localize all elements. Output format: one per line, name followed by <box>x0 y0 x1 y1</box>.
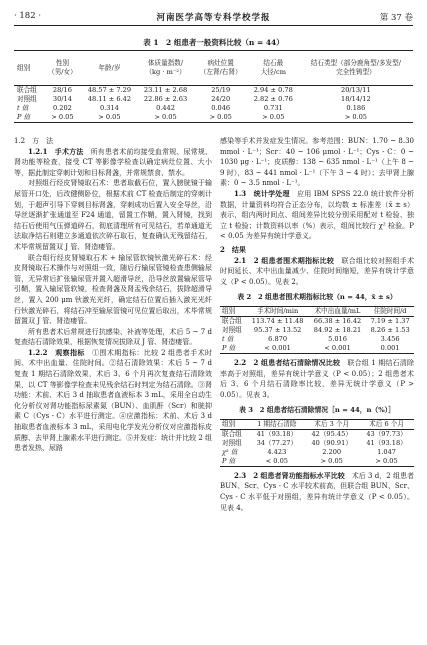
table-row <box>220 326 414 335</box>
table-header-cell: 术中出血量/mL <box>314 306 361 315</box>
table-cell: 22.86 ± 2.63 <box>143 95 188 103</box>
paragraph: 1.2.2 观察指标 ①围术期指标：比较 2 组患者手术时间、术中出血量、住院时间。②结石清除效果：术后 5 ~ 7 d 复查 1 期结石清除效果，术后 3、6 个月再次复查结石清除效果，以 CT 等影像学检查未见残余结石时判定为结石清除。③肾功能：术前、术后 3 d 抽取患者血液标本 3 mL，采用全自动生化分析仪对肾功能指标尿素氮（BUN）、血肌酐（Scr）和胱抑素 C（Cys - C）水平进行测定。④应激指标：术前、术后 3 d 抽取患者血液标本 3 mL，采用电化学发光分析仪对应激指标皮质醇、去甲肾上腺素水平进行测定。⑤并发症：统计并比较 2 组患者发热、尿路 <box>14 347 212 453</box>
table-header-cell: 组别 <box>222 419 236 428</box>
table-cell: 24/20 <box>211 95 231 103</box>
journal-title: 河南医学高等专科学校学报 <box>156 13 271 23</box>
paragraph: 2.1 2 组患者围术期指标比较 联合组比较对照组手术时间延长、术中出血量减少、住院时间缩短，差异有统计学意义（P < 0.05）。见表 2。 <box>220 255 415 286</box>
table-header-cell: 术后 3 个月 <box>314 419 350 428</box>
table-row <box>220 316 414 326</box>
table-header-cell: 结石最 大径/cm <box>260 59 286 76</box>
table-row <box>14 86 413 96</box>
table-cell: 66.38 ± 16.42 <box>313 316 362 325</box>
paragraph: 联合组行经皮肾镜取石术 + 输尿管软镜钬激光碎石术：经皮肾镜取石术操作与对照组一致，随后行输尿管镜检查患侧输尿管，无异常后扩张输尿管并置入超滑导丝，沿导丝放置输尿管导引鞘，置入输尿管软镜，检查肾盏及肾盂残余结石，拔除超滑导丝，置入 200 μm 钬激光光纤，确定结石位置后插入激光光纤行钬激光碎石，将结石冲至输尿管镜可见位置后取出，术毕常规留置双 J 管、肾造瘘管。 <box>14 253 212 326</box>
table-cell: 联合组 <box>222 429 242 438</box>
table-cell: > 0.05 <box>344 113 368 121</box>
table-row <box>220 457 414 467</box>
table-cell: 25/19 <box>211 86 231 94</box>
table-cell: 对照组 <box>222 325 242 334</box>
table-cell: < 0.001 <box>264 343 291 352</box>
table-cell: 联合组 <box>222 316 242 325</box>
running-header <box>14 9 413 26</box>
table-row <box>14 95 413 104</box>
table-header-cell: 组别 <box>17 63 31 72</box>
table-cell: 联合组 <box>17 86 37 94</box>
table-cell: 0.731 <box>263 104 283 112</box>
table-cell: 0.186 <box>346 104 366 112</box>
table-row <box>14 104 413 113</box>
section-heading: 1.2 方 法 <box>14 137 54 145</box>
paragraph: 1.2.1 手术方法 所有患者术前均接受血常规、尿常规、肾功能等检查，接受 CT 等影像学检查以确定病灶位置、大小等，据此制定穿刺计划和目标肾盏，并常规禁食、禁水。 <box>14 146 212 177</box>
table-cell: 0.202 <box>52 104 72 112</box>
table-cell: P 值 <box>17 113 31 121</box>
table-cell: 8.26 ± 1.53 <box>370 325 410 334</box>
table-header-cell: 性别 （男/女） <box>48 59 77 76</box>
table-cell: 34（77.27） <box>256 438 298 447</box>
table-cell: 0.046 <box>211 104 231 112</box>
table-cell: 1.047 <box>377 447 396 456</box>
table-cell: 20/13/11 <box>341 86 371 94</box>
table-cell: 2.200 <box>322 447 342 456</box>
paragraph: 对照组行经皮肾镜取石术：患者取截石位，置入膀胱镜于输尿管开口处，后改健侧卧位，根据术前 CT 检查后制定的穿刺计划，于超声引导下穿刺目标肾盏，穿刺成功后置入安全导丝，沿导丝逐渐扩张通道至 F24 通道，留置工作鞘，置入肾镜，找到结石后使用气压弹道碎石，彻底清理所有可见结石，若单通道无法取净结石则建立多通道依次碎石取石，复查确认无残留结石，术毕常规留置双 J 管、肾造瘘管。 <box>14 179 212 251</box>
table-header-cell: 手术时间/min <box>257 306 299 315</box>
table-cell: 5.016 <box>328 334 347 343</box>
table-cell: 7.19 ± 1.37 <box>370 316 410 325</box>
paragraph: 1.3 统计学处理 应用 IBM SPSS 22.0 统计软件分析数据，计量资料均符合正态分布，以均数 ± 标准差（x̄ ± s）表示，组内两时间点、组间差异比较分别采用配对 t 检验、独立 t 检验；计数资料以率（%）表示，组间比较行 χ² 检验。P < 0.05 为差异有统计学意义。 <box>220 188 414 241</box>
table-cell: > 0.05 <box>375 456 398 465</box>
table-header-cell: 组别 <box>222 306 236 315</box>
table-cell: 0.314 <box>99 104 119 112</box>
table-cell: 3.456 <box>380 334 400 343</box>
table-row <box>220 439 414 448</box>
table-cell: 30/14 <box>52 95 72 103</box>
right-column <box>220 136 414 513</box>
paragraph: 所有患者术后常规进行抗感染、补液等处理，术后 5 ~ 7 d 复查结石清除效果，根据恢复情况拔除双 J 管、肾造瘘管。 <box>14 327 212 347</box>
paragraph: 2.2 2 组患者结石清除情况比较 联合组 1 期结石清除率高于对照组，差异有统计学意义（P < 0.05）；2 组患者术后 3、6 个月结石清除率比较，差异无统计学意义（P > 0.05）。见表 3。 <box>220 357 415 399</box>
table-cell: 40（90.91） <box>311 438 352 447</box>
table3 <box>220 419 414 467</box>
table3-caption: 表 3 2 组患者结石清除情况［n = 44，n（%）］ <box>239 406 395 415</box>
table1 <box>14 50 413 123</box>
table1-caption: 表 1 2 组患者一般资料比较（n = 44） <box>143 38 284 47</box>
table-cell: 18/14/12 <box>341 95 371 103</box>
table-cell: 2.94 ± 0.78 <box>253 86 293 94</box>
table-cell: P 值 <box>222 456 236 465</box>
table-cell: t 值 <box>17 104 29 112</box>
table-cell: 0.001 <box>380 343 400 352</box>
paragraph: 2.3 2 组患者肾功能指标水平比较 术后 3 d，2 组患者 BUN、Scr、Cys - C 水平较术前高，但联合组 BUN、Scr、Cys - C 水平低于对照组，差异有统计学意义（P < 0.05）。见表 4。 <box>220 470 414 512</box>
table2 <box>220 306 414 354</box>
table-cell: < 0.001 <box>324 343 351 352</box>
table-cell: < 0.05 <box>265 456 288 465</box>
volume-label: 第 37 卷 <box>379 13 413 23</box>
table-cell: P 值 <box>222 343 236 352</box>
table-header-cell: 术后 6 个月 <box>369 419 404 428</box>
table-row <box>220 335 414 344</box>
table-cell: 23.11 ± 2.68 <box>143 86 188 94</box>
left-column <box>14 136 212 454</box>
table-cell: 0.442 <box>156 104 175 112</box>
table-cell: 41（93.18） <box>366 438 407 447</box>
table-cell: t 值 <box>222 334 234 343</box>
table-cell: 2.82 ± 0.76 <box>253 95 293 103</box>
table-header-cell: 病灶位置 （左肾/右肾） <box>199 59 242 76</box>
table-header-cell: 1 期结石清除 <box>257 419 297 428</box>
table-cell: 6.870 <box>268 334 288 343</box>
table-row <box>220 448 414 457</box>
table-cell: > 0.05 <box>320 456 343 465</box>
table-row <box>220 429 414 439</box>
table-row <box>220 344 414 354</box>
table-header-cell: 年龄/岁 <box>98 63 121 72</box>
table-cell: 95.37 ± 13.52 <box>253 325 302 334</box>
table-cell: 对照组 <box>222 438 242 447</box>
table-cell: 对照组 <box>17 95 37 103</box>
table-header-cell: 体质量指数/ （kg · m⁻²） <box>145 59 186 76</box>
table-header-cell: 住院时间/d <box>373 306 407 315</box>
page-number: · 182 · <box>14 11 42 21</box>
table-cell: 43（97.73） <box>366 429 407 438</box>
table-cell: 41（93.18） <box>256 429 298 438</box>
paragraph: 感染等手术并发症发生情况。参考范围：BUN：1.70 ~ 8.30 mmol · L⁻¹；Scr：40 ~ 106 μmol · L⁻¹；Cys - C：0 ~ 1030 μg · L⁻¹；皮质醇：138 ~ 635 nmol · L⁻¹（上午 8 ~ 9 时），83 ~ 441 nmol · L⁻¹（下午 3 ~ 4 时）；去甲肾上腺素：0 ~ 3.5 nmol · L⁻¹。 <box>220 137 414 188</box>
table-cell: 4.423 <box>267 447 287 456</box>
table-cell: 48.57 ± 7.29 <box>87 86 132 94</box>
table-cell: > 0.05 <box>154 113 177 121</box>
table-cell: 48.11 ± 6.42 <box>87 95 132 103</box>
section-heading: 2 结果 <box>220 244 246 254</box>
table-header-cell: 结石类型（部分鹿角型/多发型/ 完全性铸型） <box>310 59 401 76</box>
table-cell: > 0.05 <box>209 113 232 121</box>
table-cell: 42（95.45） <box>311 429 352 438</box>
table-row <box>14 113 413 123</box>
table-cell: 113.74 ± 11.48 <box>251 316 304 325</box>
table-cell: 84.92 ± 18.21 <box>313 325 362 334</box>
table2-caption: 表 2 2 组患者围术期指标比较（n = 44，x̄ ± s） <box>237 293 397 302</box>
table-cell: 28/16 <box>52 86 72 94</box>
table-cell: > 0.05 <box>51 113 74 121</box>
table-cell: > 0.05 <box>98 113 121 121</box>
table-cell: > 0.05 <box>262 113 285 121</box>
table-cell: χ² 值 <box>222 447 238 456</box>
